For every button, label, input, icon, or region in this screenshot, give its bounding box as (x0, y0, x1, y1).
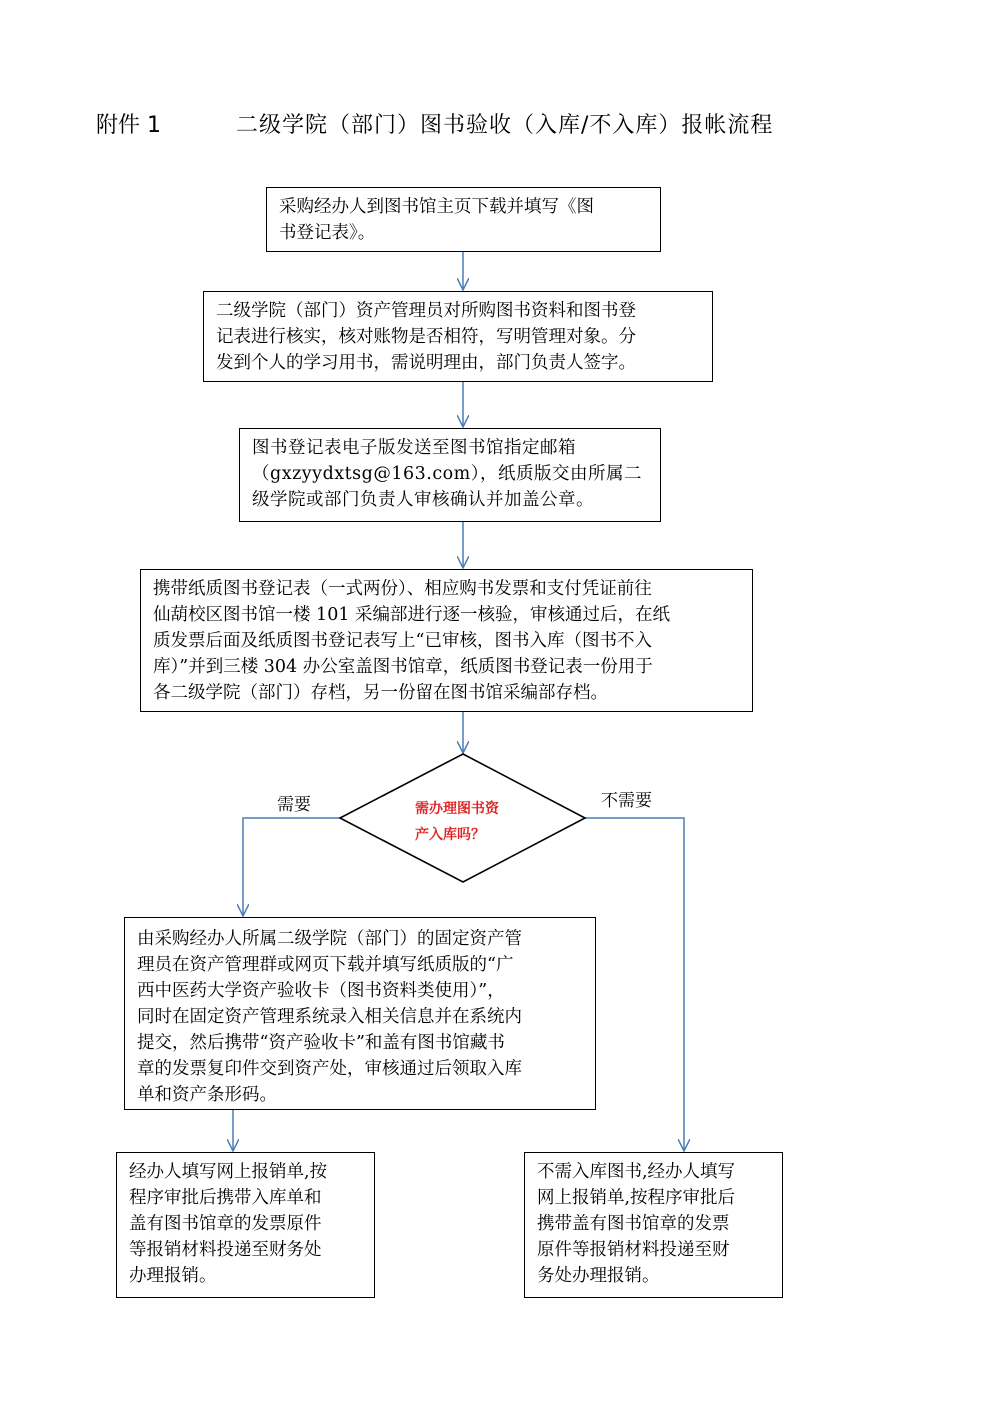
step-line: 理员在资产管理群或网页下载并填写纸质版的“广 (137, 955, 514, 975)
step-line: 发到个人的学习用书，需说明理由，部门负责人签字。 (216, 353, 636, 373)
branch-label-no: 不需要 (601, 791, 652, 811)
step-line: 携带盖有图书馆章的发票 (537, 1214, 730, 1234)
step-asset-registration (124, 917, 596, 1110)
decision-line: 产入库吗？ (415, 827, 485, 843)
step-line: 盖有图书馆章的发票原件 (129, 1214, 322, 1234)
step-download-form (266, 187, 661, 252)
decision-question (400, 796, 525, 848)
step-line: 不需入库图书,经办人填写 (537, 1162, 736, 1182)
arrow-decision-yes (243, 818, 340, 915)
step-line: 提交，然后携带“资产验收卡”和盖有图书馆藏书 (137, 1033, 505, 1053)
step-line: （gxzyydxtsg@163.com），纸质版交由所属二 (252, 464, 642, 484)
step-line: 二级学院（部门）资产管理员对所购图书资料和图书登 (216, 301, 636, 321)
step-line: 库）”并到三楼 304 办公室盖图书馆章，纸质图书登记表一份用于 (153, 657, 653, 677)
decision-line: 需办理图书资 (415, 801, 499, 817)
attachment-label: 附件 1 (96, 113, 161, 138)
step-line: 质发票后面及纸质图书登记表写上“已审核，图书入库（图书不入 (153, 631, 652, 651)
step-line: 各二级学院（部门）存档，另一份留在图书馆采编部存档。 (153, 683, 608, 703)
step-line: 采购经办人到图书馆主页下载并填写《图 (279, 197, 594, 217)
step-line: 办理报销。 (129, 1266, 217, 1286)
branch-label-yes: 需要 (277, 795, 311, 815)
step-line: 网上报销单,按程序审批后 (537, 1188, 736, 1208)
step-line: 程序审批后携带入库单和 (129, 1188, 322, 1208)
step-reimburse-with-receipt (116, 1152, 375, 1298)
step-line: 原件等报销材料投递至财 (537, 1240, 730, 1260)
step-line: 同时在固定资产管理系统录入相关信息并在系统内 (137, 1007, 522, 1027)
step-line: 章的发票复印件交到资产处，审核通过后领取入库 (137, 1059, 522, 1079)
step-library-review (140, 569, 753, 712)
step-line: 等报销材料投递至财务处 (129, 1240, 322, 1260)
step-line: 单和资产条形码。 (137, 1085, 277, 1105)
page-title: 二级学院（部门）图书验收（入库/不入库）报帐流程 (236, 113, 774, 138)
step-line: 携带纸质图书登记表（一式两份）、相应购书发票和支付凭证前往 (153, 579, 652, 599)
step-line: 西中医药大学资产验收卡（图书资料类使用）”， (137, 981, 505, 1001)
step-line: 记表进行核实，核对账物是否相符，写明管理对象。分 (216, 327, 636, 347)
step-line: 务处办理报销。 (537, 1266, 660, 1286)
step-line: 书登记表》。 (279, 223, 376, 243)
step-line: 级学院或部门负责人审核确认并加盖公章。 (252, 490, 594, 510)
step-line: 仙葫校区图书馆一楼 101 采编部进行逐一核验，审核通过后，在纸 (153, 605, 671, 625)
step-reimburse-no-storage (524, 1152, 783, 1298)
step-send-email (239, 428, 661, 522)
step-verify-assets (203, 291, 713, 382)
step-line: 经办人填写网上报销单,按 (129, 1162, 328, 1182)
arrow-decision-no (585, 818, 684, 1150)
step-line: 图书登记表电子版发送至图书馆指定邮箱 (252, 438, 576, 458)
step-line: 由采购经办人所属二级学院（部门）的固定资产管 (137, 929, 522, 949)
